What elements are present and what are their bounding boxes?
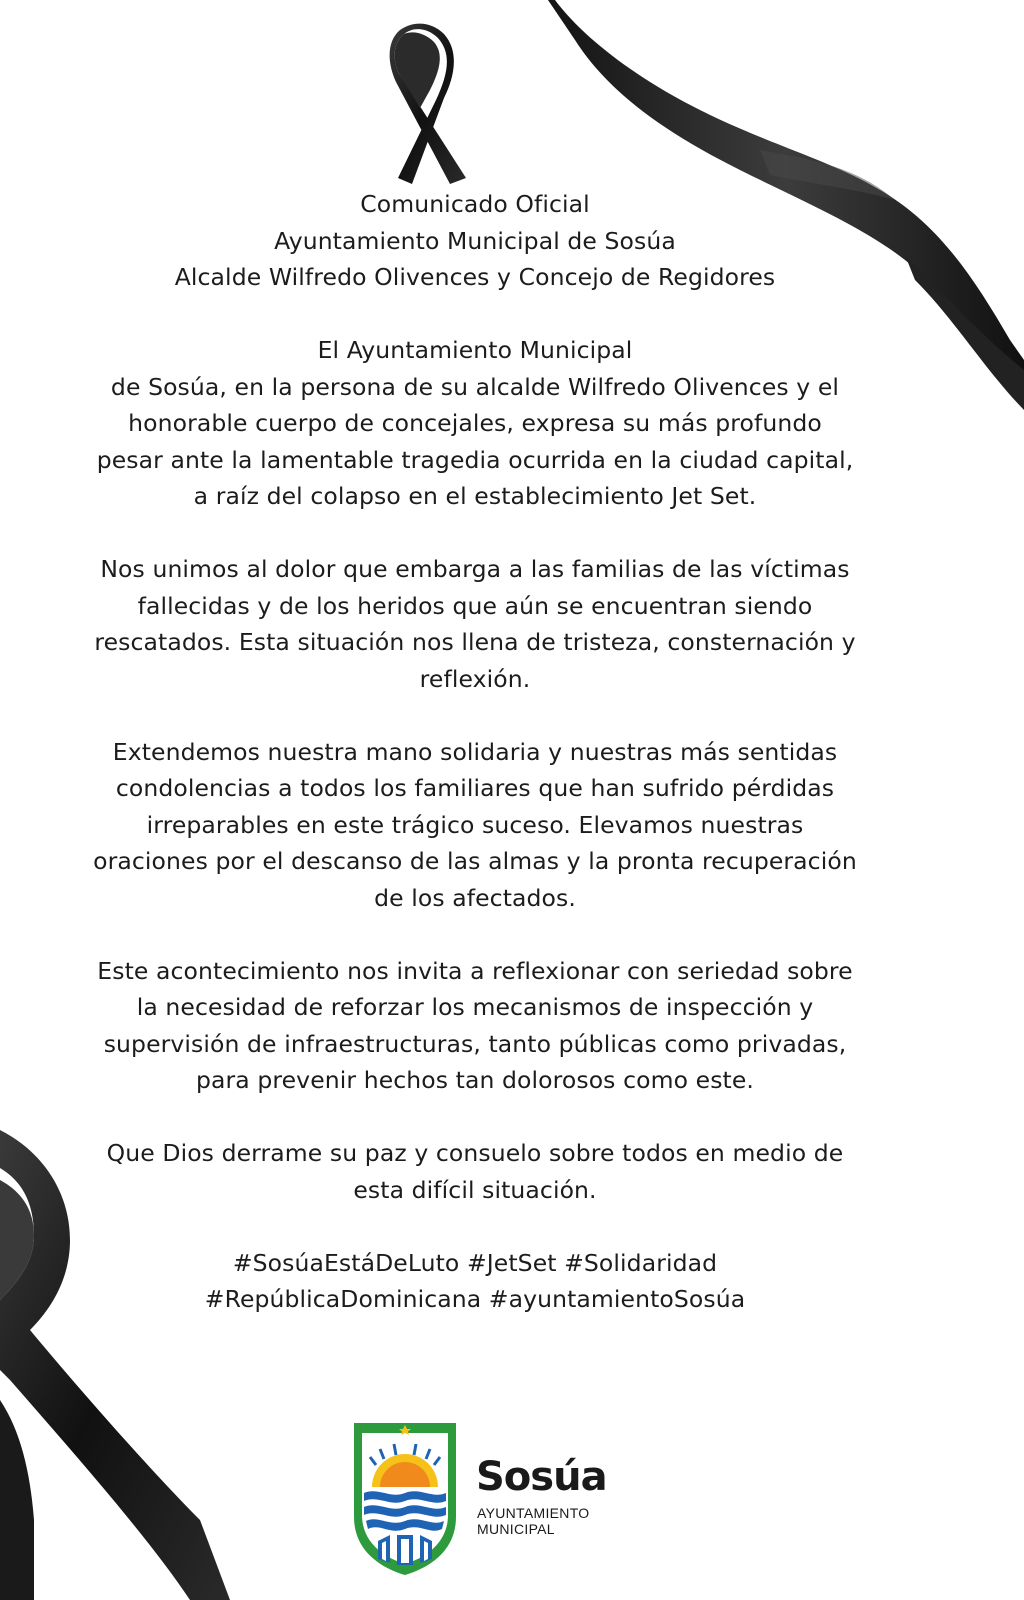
municipal-logo — [350, 1417, 610, 1577]
text-line: Este acontecimiento nos invita a reflexionar con seriedad sobre — [97, 956, 853, 985]
text-line: pesar ante la lamentable tragedia ocurrida en la ciudad capital, — [96, 445, 854, 474]
text-line: Que Dios derrame su paz y consuelo sobre todos en medio de — [106, 1139, 844, 1167]
text-line: honorable cuerpo de concejales, expresa su más profundo — [128, 409, 822, 437]
text-line: rescatados. Esta situación nos llena de tristeza, consternación y — [94, 628, 856, 656]
text-line: El Ayuntamiento Municipal — [317, 336, 633, 364]
paragraph-5 — [80, 1135, 870, 1208]
hashtag-line: #SosúaEstáDeLuto #JetSet #Solidaridad — [232, 1248, 718, 1277]
hashtag-line: #RepúblicaDominicana #ayuntamientoSosúa — [204, 1285, 746, 1313]
municipal-shield-icon — [350, 1417, 460, 1577]
text-line: oraciones por el descanso de las almas y la pronta recuperación — [93, 847, 857, 875]
text-line: irreparables en este trágico suceso. Elevamos nuestras — [146, 810, 804, 839]
paragraph-4 — [80, 953, 870, 1099]
text-line: Extendemos nuestra mano solidaria y nuestras más sentidas — [112, 737, 838, 766]
text-line: la necesidad de reforzar los mecanismos de inspección y — [136, 993, 814, 1021]
text-line: de los afectados. — [374, 883, 576, 912]
text-line: esta difícil situación. — [353, 1175, 597, 1204]
statement-header — [80, 186, 870, 296]
text-line: a raíz del colapso en el establecimiento Jet Set. — [193, 482, 757, 510]
text-line: para prevenir hechos tan dolorosos como este. — [196, 1066, 754, 1094]
text-line: de Sosúa, en la persona de su alcalde Wilfredo Olivences y el — [110, 372, 840, 401]
statement-authors: Alcalde Wilfredo Olivences y Concejo de Regidores — [174, 263, 776, 291]
official-statement — [80, 186, 870, 1354]
paragraph-1 — [80, 332, 870, 515]
text-line: condolencias a todos los familiares que han sufrido pérdidas — [115, 774, 835, 802]
logo-subtitle-2: MUNICIPAL — [477, 1521, 555, 1537]
text-line: fallecidas y de los heridos que aún se encuentran siendo — [137, 591, 813, 620]
paragraph-2 — [80, 551, 870, 697]
statement-issuer: Ayuntamiento Municipal de Sosúa — [274, 226, 676, 255]
logo-name: Sosúa — [476, 1454, 607, 1500]
paragraph-3 — [80, 734, 870, 917]
statement-title: Comunicado Oficial — [360, 190, 590, 218]
text-line: supervisión de infraestructuras, tanto públicas como privadas, — [103, 1029, 847, 1058]
logo-subtitle-1: AYUNTAMIENTO — [477, 1505, 590, 1521]
text-line: Nos unimos al dolor que embarga a las familias de las víctimas — [100, 555, 850, 583]
text-line: reflexión. — [419, 664, 531, 693]
awareness-ribbon-icon — [390, 24, 466, 184]
hashtags — [80, 1245, 870, 1318]
